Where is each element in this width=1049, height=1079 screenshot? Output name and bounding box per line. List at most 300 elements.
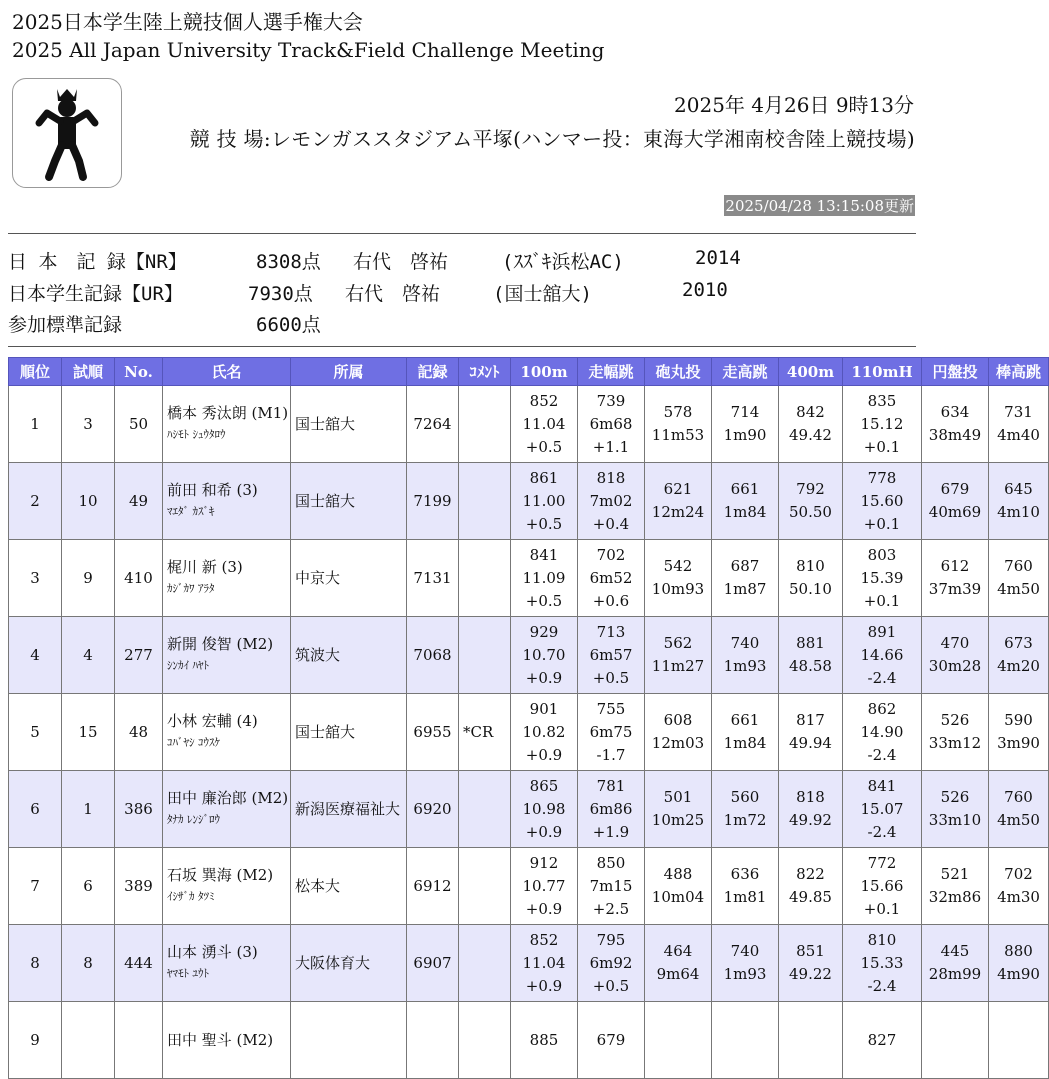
event-400m-value: 48.58 [789,657,832,675]
event-long-jump-value: +2.5 [592,899,630,918]
event-400m-cell [779,386,843,463]
event-pole-vault-value: 4m50 [997,811,1040,829]
event-shot-put-cell [645,1002,712,1079]
event-100m-value: 11.00 [522,491,566,510]
event-110mh-cell [843,925,922,1002]
event-shot-put-value: 12m24 [651,503,705,521]
event-400m-cell [779,1002,843,1079]
athlete-name: 前田 和希 (3) [167,481,258,499]
event-100m-value: 10.77 [522,876,566,895]
event-discus-value: 30m28 [928,657,982,675]
event-high-jump-value: 740 [730,942,760,960]
event-110mh-value: 15.66 [860,876,904,895]
event-100m-value: +0.9 [525,899,563,918]
bib-cell: 50 [115,386,163,463]
event-shot-put-value: 608 [663,711,693,729]
rank-cell: 2 [9,463,62,540]
jumping-athlete-crown-icon [12,78,122,188]
table-header-row [9,358,1049,386]
athlete-kana: ｲｼｻﾞｶ ﾀﾂﾐ [167,890,215,903]
athlete-name-cell [163,463,291,540]
event-pole-vault-value: 702 [1004,865,1033,883]
event-high-jump-value: 1m93 [723,657,767,675]
affiliation-cell: 国士舘大 [291,463,407,540]
event-discus-cell [922,617,989,694]
event-100m-cell [511,925,578,1002]
event-100m-value: 885 [529,1030,559,1049]
bib-cell: 444 [115,925,163,1002]
col-pole-vault: 棒高跳 [989,358,1049,386]
score-cell: 6907 [407,925,459,1002]
event-high-jump-value: 661 [730,480,760,498]
event-long-jump-value: 713 [596,622,626,641]
event-shot-put-value: 562 [663,634,693,652]
updated-timestamp: 2025/04/28 13:15:08更新 [725,197,914,215]
comment-cell: *CR [459,694,511,771]
event-110mh-value: 778 [867,468,897,487]
athlete-name-cell [163,848,291,925]
event-high-jump-value: 1m84 [723,734,767,752]
event-long-jump-cell [578,386,645,463]
event-100m-cell [511,540,578,617]
event-400m-value: 881 [796,634,825,652]
athlete-name: 小林 宏輔 (4) [167,712,258,730]
event-400m-value: 49.22 [789,965,832,983]
rank-cell: 4 [9,617,62,694]
event-shot-put-cell [645,694,712,771]
comment-cell [459,771,511,848]
event-110mh-value: 15.12 [860,414,904,433]
event-100m-cell [511,463,578,540]
event-long-jump-value: +0.5 [592,976,630,995]
event-high-jump-value: 687 [730,557,760,575]
event-pole-vault-value: 760 [1004,557,1033,575]
event-high-jump-cell [712,463,779,540]
event-long-jump-value: 6m57 [589,645,633,664]
event-shot-put-value: 501 [663,788,693,806]
event-100m-value: 852 [529,391,559,410]
event-110mh-cell [843,386,922,463]
event-100m-cell [511,386,578,463]
event-high-jump-value: 560 [730,788,760,806]
athlete-kana: ｺﾊﾞﾔｼ ｺｳｽｹ [167,736,220,749]
bib-cell [115,1002,163,1079]
athlete-name: 田中 廉治郎 (M2) [167,789,289,807]
event-100m-value: 865 [529,776,559,795]
event-discus-value: 33m12 [928,734,982,752]
event-shot-put-value: 621 [663,480,693,498]
event-110mh-value: 15.33 [860,953,904,972]
athlete-kana: ﾏｴﾀﾞ ｶｽﾞｷ [167,505,215,518]
athlete-name: 石坂 巽海 (M2) [167,866,274,884]
event-110mh-value: -2.4 [867,668,897,687]
athlete-name: 田中 聖斗 (M2) [167,1030,274,1049]
affiliation-cell: 新潟医療福祉大 [291,771,407,848]
event-110mh-value: +0.1 [863,437,901,456]
event-discus-value: 612 [940,557,970,575]
event-long-jump-value: 6m75 [589,722,633,741]
event-long-jump-value: 6m68 [589,414,633,433]
event-long-jump-value: +0.5 [592,668,630,687]
comment-cell [459,540,511,617]
event-shot-put-value: 11m27 [651,657,705,675]
event-discus-value: 445 [940,942,970,960]
event-pole-vault-value: 4m10 [997,503,1040,521]
table-row [9,694,1049,771]
event-pole-vault-value: 760 [1004,788,1033,806]
meet-title-ja: 2025日本学生陸上競技個人選手権大会 [12,10,363,34]
score-cell: 6920 [407,771,459,848]
affiliation-cell: 松本大 [291,848,407,925]
event-discus-value: 38m49 [928,426,982,444]
score-cell: 7131 [407,540,459,617]
record-holder: 右代 啓祐 [345,283,441,305]
event-pole-vault-value: 3m90 [997,734,1040,752]
event-high-jump-value: 1m93 [723,965,767,983]
record-holder: 右代 啓祐 [353,251,449,273]
event-shot-put-value: 11m53 [651,426,705,444]
score-cell [407,1002,459,1079]
event-400m-cell [779,617,843,694]
event-110mh-value: -2.4 [867,976,897,995]
event-long-jump-cell [578,771,645,848]
event-400m-value: 50.10 [789,580,832,598]
record-mark: 6600点 [256,314,321,336]
event-long-jump-value: 795 [596,930,626,949]
event-discus-cell [922,694,989,771]
record-team: (ｽｽﾞｷ浜松AC) [502,251,624,273]
event-pole-vault-value: 4m20 [997,657,1040,675]
table-row [9,925,1049,1002]
athlete-kana: ﾀﾅｶ ﾚﾝｼﾞﾛｳ [167,813,220,826]
event-long-jump-value: 781 [596,776,626,795]
event-100m-value: 10.98 [522,799,566,818]
event-400m-cell [779,848,843,925]
col-no: No. [115,358,163,386]
event-long-jump-value: +0.4 [592,514,630,533]
event-long-jump-value: 6m52 [589,568,633,587]
event-pole-vault-cell [989,771,1049,848]
event-discus-value: 32m86 [928,888,982,906]
record-mark: 7930点 [248,283,313,305]
results-table [8,357,1049,1079]
event-shot-put-value: 12m03 [651,734,705,752]
record-label: 日本学生記録【UR】 [8,283,183,305]
rank-cell: 5 [9,694,62,771]
event-110mh-value: 772 [867,853,897,872]
event-100m-value: +0.9 [525,822,563,841]
event-100m-cell [511,771,578,848]
event-discus-value: 521 [940,865,970,883]
event-110mh-cell [843,848,922,925]
event-400m-value: 851 [796,942,825,960]
event-long-jump-cell [578,694,645,771]
table-row [9,771,1049,848]
event-pole-vault-value: 645 [1004,480,1033,498]
col-high-jump: 走高跳 [712,358,779,386]
col-shot-put: 砲丸投 [645,358,712,386]
event-100m-value: 10.82 [522,722,566,741]
event-discus-cell [922,463,989,540]
event-pole-vault-cell [989,617,1049,694]
order-cell [62,1002,115,1079]
event-discus-value: 28m99 [928,965,982,983]
table-row [9,540,1049,617]
event-100m-value: 901 [529,699,559,718]
table-row [9,463,1049,540]
event-high-jump-value: 1m87 [723,580,767,598]
event-pole-vault-cell [989,925,1049,1002]
bib-cell: 389 [115,848,163,925]
event-110mh-cell [843,1002,922,1079]
event-pole-vault-value: 4m50 [997,580,1040,598]
athlete-name: 山本 湧斗 (3) [167,943,258,961]
col-affiliation: 所属 [291,358,407,386]
col-comment: ｺﾒﾝﾄ [459,358,511,386]
event-110mh-value: 891 [867,622,897,641]
event-long-jump-value: 850 [596,853,626,872]
event-110mh-value: 841 [867,776,897,795]
venue-text: 競 技 場:レモンガススタジアム平塚(ハンマー投：東海大学湘南校舎陸上競技場) [189,127,915,151]
event-100m-cell [511,848,578,925]
event-long-jump-value: +0.6 [592,591,630,610]
event-long-jump-value: 702 [596,545,626,564]
event-pole-vault-cell [989,540,1049,617]
event-pole-vault-value: 880 [1004,942,1033,960]
event-high-jump-cell [712,1002,779,1079]
affiliation-cell [291,1002,407,1079]
event-discus-value: 634 [940,403,970,421]
score-cell: 6912 [407,848,459,925]
record-year: 2014 [695,247,741,269]
event-pole-vault-cell [989,848,1049,925]
athlete-name: 梶川 新 (3) [167,558,243,576]
event-pole-vault-cell [989,463,1049,540]
event-400m-cell [779,463,843,540]
col-name: 氏名 [163,358,291,386]
score-cell: 7264 [407,386,459,463]
rank-cell: 1 [9,386,62,463]
event-110mh-value: +0.1 [863,899,901,918]
event-high-jump-cell [712,617,779,694]
event-long-jump-value: -1.7 [596,745,626,764]
event-110mh-value: 862 [867,699,897,718]
event-100m-cell [511,617,578,694]
event-100m-value: 912 [529,853,559,872]
record-mark: 8308点 [256,251,321,273]
event-high-jump-value: 1m90 [723,426,767,444]
order-cell: 8 [62,925,115,1002]
event-110mh-cell [843,617,922,694]
bib-cell: 386 [115,771,163,848]
comment-cell [459,1002,511,1079]
athlete-kana: ﾔﾏﾓﾄ ﾕｳﾄ [167,967,209,980]
event-long-jump-cell [578,463,645,540]
rank-cell: 7 [9,848,62,925]
event-100m-value: +0.5 [525,437,563,456]
event-high-jump-cell [712,694,779,771]
table-row [9,1002,1049,1079]
event-pole-vault-value: 590 [1004,711,1033,729]
rank-cell: 9 [9,1002,62,1079]
event-100m-value: +0.9 [525,745,563,764]
event-100m-value: 11.04 [522,414,566,433]
divider [8,346,916,347]
event-pole-vault-value: 4m30 [997,888,1040,906]
bib-cell: 48 [115,694,163,771]
event-400m-value: 810 [796,557,825,575]
event-discus-cell [922,771,989,848]
athlete-name-cell [163,1002,291,1079]
event-shot-put-value: 10m93 [651,580,705,598]
event-high-jump-cell [712,386,779,463]
event-400m-value: 792 [796,480,825,498]
event-110mh-value: 803 [867,545,897,564]
event-discus-value: 37m39 [928,580,982,598]
affiliation-cell: 大阪体育大 [291,925,407,1002]
event-110mh-cell [843,694,922,771]
event-shot-put-cell [645,617,712,694]
event-long-jump-value: +1.1 [592,437,630,456]
col-rank: 順位 [9,358,62,386]
meet-datetime: 2025年 4月26日 9時13分 [674,93,914,117]
event-long-jump-value: 6m92 [589,953,633,972]
athlete-kana: ﾊｼﾓﾄ ｼｭｳﾀﾛｳ [167,428,226,441]
affiliation-cell: 国士舘大 [291,694,407,771]
col-order: 試順 [62,358,115,386]
event-pole-vault-cell [989,694,1049,771]
event-pole-vault-value: 673 [1004,634,1033,652]
event-pole-vault-value: 4m90 [997,965,1040,983]
table-row [9,617,1049,694]
event-high-jump-cell [712,540,779,617]
event-110mh-cell [843,771,922,848]
rank-cell: 6 [9,771,62,848]
event-shot-put-cell [645,848,712,925]
col-400m: 400m [779,358,843,386]
event-400m-value: 49.94 [789,734,832,752]
record-label: 日 本 記 録【NR】 [8,251,187,273]
event-long-jump-cell [578,540,645,617]
event-110mh-value: -2.4 [867,822,897,841]
event-110mh-value: 827 [867,1030,897,1049]
event-400m-value: 822 [796,865,825,883]
event-long-jump-cell [578,1002,645,1079]
event-discus-cell [922,848,989,925]
event-pole-vault-cell [989,386,1049,463]
event-110mh-cell [843,540,922,617]
col-score: 記録 [407,358,459,386]
bib-cell: 410 [115,540,163,617]
athlete-name: 新開 俊智 (M2) [167,635,274,653]
event-110mh-value: +0.1 [863,591,901,610]
col-long-jump: 走幅跳 [578,358,645,386]
event-shot-put-value: 542 [663,557,693,575]
event-100m-value: +0.9 [525,976,563,995]
event-110mh-value: 14.90 [860,722,904,741]
athlete-name-cell [163,694,291,771]
event-high-jump-value: 740 [730,634,760,652]
event-high-jump-value: 714 [730,403,760,421]
event-discus-cell [922,925,989,1002]
order-cell: 10 [62,463,115,540]
event-discus-value: 526 [940,711,970,729]
event-high-jump-cell [712,925,779,1002]
event-pole-vault-value: 4m40 [997,426,1040,444]
event-shot-put-value: 10m25 [651,811,705,829]
event-100m-value: +0.5 [525,514,563,533]
event-100m-value: 852 [529,930,559,949]
event-400m-value: 49.85 [789,888,832,906]
event-400m-value: 49.42 [789,426,832,444]
event-shot-put-value: 9m64 [656,965,700,983]
event-400m-cell [779,694,843,771]
event-shot-put-value: 578 [663,403,693,421]
order-cell: 4 [62,617,115,694]
event-high-jump-value: 1m72 [723,811,767,829]
event-110mh-value: 14.66 [860,645,904,664]
event-110mh-value: 15.07 [860,799,904,818]
event-shot-put-value: 464 [663,942,693,960]
event-400m-cell [779,771,843,848]
event-100m-value: 841 [529,545,559,564]
event-100m-value: 929 [529,622,559,641]
col-100m: 100m [511,358,578,386]
affiliation-cell: 筑波大 [291,617,407,694]
score-cell: 6955 [407,694,459,771]
event-400m-value: 50.50 [789,503,832,521]
affiliation-cell: 中京大 [291,540,407,617]
event-discus-cell [922,386,989,463]
event-high-jump-cell [712,848,779,925]
divider [8,233,916,234]
athlete-kana: ｼﾝｶｲ ﾊﾔﾄ [167,659,209,672]
event-shot-put-cell [645,463,712,540]
event-shot-put-cell [645,386,712,463]
event-long-jump-value: 7m02 [589,491,633,510]
event-pole-vault-value: 731 [1004,403,1033,421]
event-high-jump-cell [712,771,779,848]
event-100m-value: 11.09 [522,568,566,587]
order-cell: 15 [62,694,115,771]
meet-title-en: 2025 All Japan University Track&Field Challenge Meeting [12,38,605,62]
event-discus-value: 33m10 [928,811,982,829]
event-400m-value: 842 [796,403,825,421]
event-long-jump-value: 7m15 [589,876,633,895]
event-discus-cell [922,1002,989,1079]
event-high-jump-value: 661 [730,711,760,729]
event-100m-value: +0.5 [525,591,563,610]
event-110mh-value: 15.60 [860,491,904,510]
event-discus-value: 40m69 [928,503,982,521]
event-shot-put-value: 10m04 [651,888,705,906]
order-cell: 3 [62,386,115,463]
event-110mh-value: 15.39 [860,568,904,587]
athlete-name-cell [163,771,291,848]
order-cell: 1 [62,771,115,848]
athlete-kana: ｶｼﾞｶﾜ ｱﾗﾀ [167,582,215,595]
event-long-jump-value: 679 [596,1030,626,1049]
event-shot-put-cell [645,540,712,617]
event-discus-value: 526 [940,788,970,806]
table-row [9,386,1049,463]
event-100m-value: 10.70 [522,645,566,664]
athlete-name-cell [163,540,291,617]
event-long-jump-cell [578,848,645,925]
rank-cell: 3 [9,540,62,617]
event-high-jump-value: 1m81 [723,888,767,906]
event-long-jump-value: 755 [596,699,626,718]
